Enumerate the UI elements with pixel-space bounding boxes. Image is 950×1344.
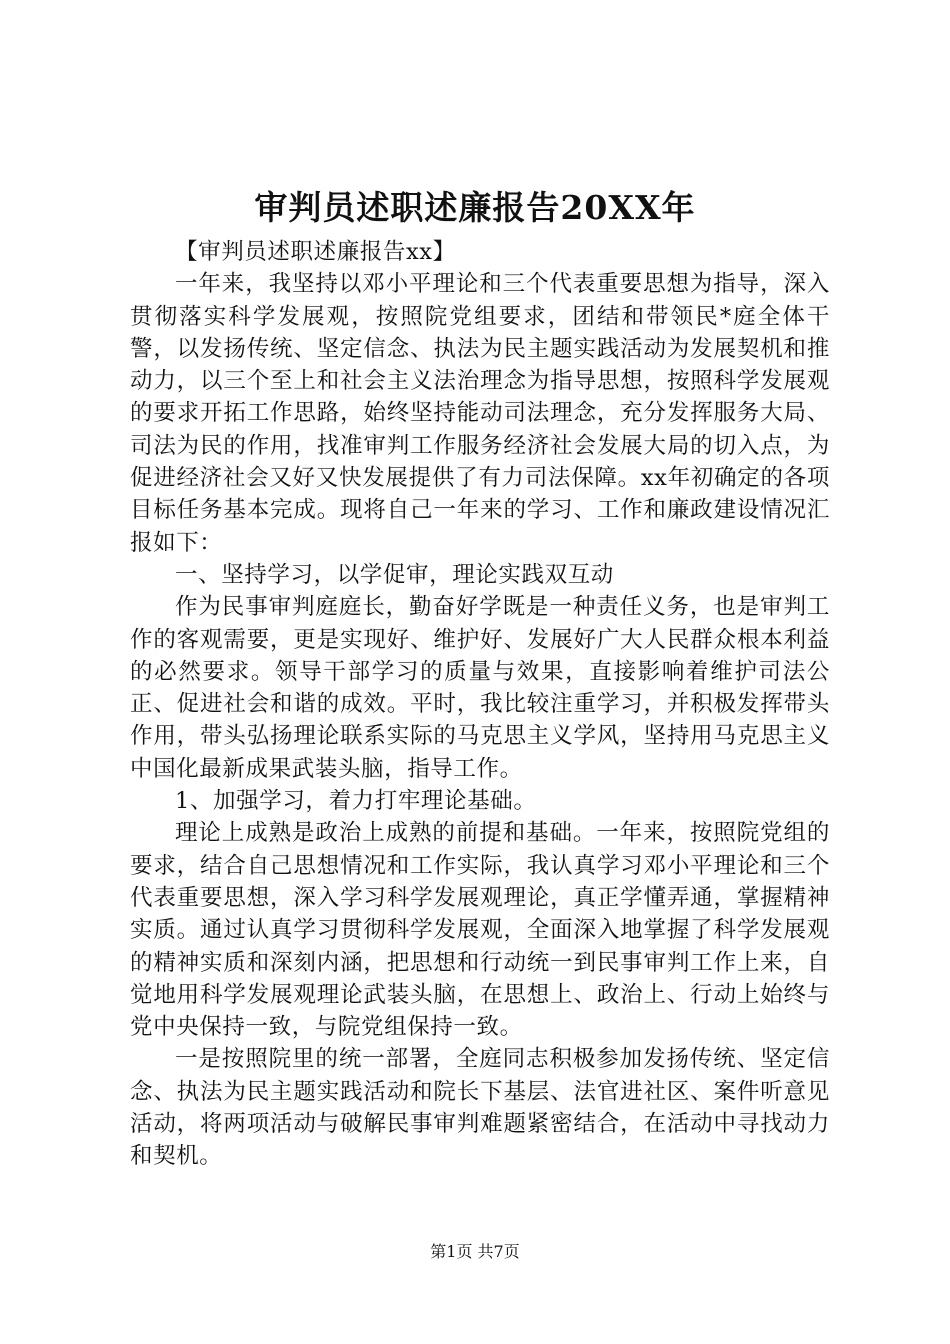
body-paragraph: 一是按照院里的统一部署，全庭同志积极参加发扬传统、坚定信念、执法为民主题实践活动和院长下基层、法官进社区、案件听意见活动，将两项活动与破解民事审判难题紧密结合，在活动中寻找动力和契机。 [130,1046,830,1170]
subsection-heading: 1、加强学习，着力打牢理论基础。 [175,788,537,815]
body-paragraph: 理论上成熟是政治上成熟的前提和基础。一年来，按照院党组的要求，结合自己思想情况和工作实际，我认真学习邓小平理论和三个代表重要思想，深入学习科学发展观理论，真正学懂弄通，掌握精神实质。通过认真学习贯彻科学发展观，全面深入地掌握了科学发展观的精神实质和深刻内涵，把思想和行动统一到民事审判工作上来，自觉地用科学发展观理论武装头脑，在思想上、政治上、行动上始终与党中央保持一致，与院党组保持一致。 [130,820,830,1041]
page-number-footer: 第1页 共7页 [430,1242,520,1261]
subtitle-paragraph: 【审判员述职述廉报告xx】 [175,239,456,265]
document-title: 审判员述职述廉报告20XX年 [254,188,696,227]
section-heading: 一、坚持学习，以学促审，理论实践双互动 [175,561,614,588]
body-paragraph: 作为民事审判庭庭长，勤奋好学既是一种责任义务，也是审判工作的客观需要，更是实现好、维护好、发展好广大人民群众根本利益的必然要求。领导干部学习的质量与效果，直接影响着维护司法公正、促进社会和谐的成效。平时，我比较注重学习，并积极发挥带头作用，带头弘扬理论联系实际的马克思主义学风，坚持用马克思主义中国化最新成果武装头脑，指导工作。 [130,594,830,782]
document-body [130,236,830,1173]
intro-paragraph: 一年来，我坚持以邓小平理论和三个代表重要思想为指导，深入贯彻落实科学发展观，按照院党组要求，团结和带领民*庭全体干警，以发扬传统、坚定信念、执法为民主题实践活动为发展契机和推动力，以三个至上和社会主义法治理念为指导思想，按照科学发展观的要求开拓工作思路，始终坚持能动司法理念，充分发挥服务大局、司法为民的作用，找准审判工作服务经济社会发展大局的切入点，为促进经济社会又好又快发展提供了有力司法保障。xx年初确定的各项目标任务基本完成。现将自己一年来的学习、工作和廉政建设情况汇报如下： [130,271,830,556]
